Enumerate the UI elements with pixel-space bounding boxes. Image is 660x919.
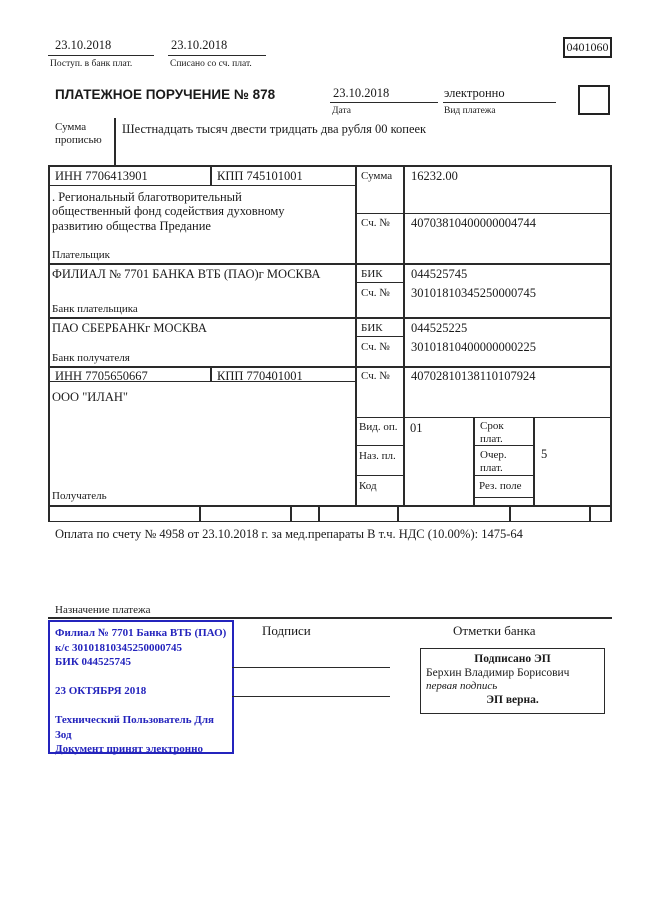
table-line: [610, 165, 612, 522]
table-line: [48, 505, 612, 507]
date-received: 23.10.2018: [55, 38, 112, 52]
payment-purpose-text: Оплата по счету № 4958 от 23.10.2018 г. за мед.препараты В т.ч. НДС (10.00%): 1475-64: [55, 527, 523, 541]
payee-bank-label: Банк получателя: [52, 352, 130, 364]
signature-verification-stamp: [420, 648, 605, 714]
stamp-line: 23 ОКТЯБРЯ 2018: [55, 685, 147, 697]
stamp-signature-type: первая подпись: [426, 680, 498, 692]
table-line: [403, 165, 405, 506]
date-received-label: Поступ. в банк плат.: [50, 59, 133, 69]
table-line: [48, 617, 612, 619]
payer-label: Плательщик: [52, 249, 110, 261]
payee-kpp: КПП 770401001: [217, 369, 303, 383]
table-line: [473, 497, 534, 498]
payment-purpose-label: Назначение платежа: [55, 604, 151, 616]
payer-account: 40703810400000004744: [411, 216, 536, 230]
term-label: Срок плат.: [480, 420, 504, 445]
code-label: Код: [359, 480, 377, 492]
table-line: [473, 475, 534, 476]
payer-name-line: общественный фонд содействия духовному: [52, 204, 285, 219]
stamp-verified-text: ЭП верна.: [486, 693, 539, 706]
table-line: [509, 505, 511, 522]
table-line: [210, 366, 212, 382]
payer-inn: ИНН 7706413901: [55, 169, 148, 183]
document-title: ПЛАТЕЖНОЕ ПОРУЧЕНИЕ № 878: [55, 87, 276, 102]
table-line: [48, 165, 50, 522]
payer-account-label: Сч. №: [361, 217, 390, 229]
table-line: [589, 505, 591, 522]
payee-label: Получатель: [52, 490, 107, 502]
date-debited-underline: [168, 55, 266, 56]
table-line: [355, 336, 404, 337]
table-line: [533, 417, 535, 506]
table-line: [210, 165, 212, 186]
table-line: [355, 417, 612, 418]
stamp-line: [55, 670, 227, 685]
order-value: 5: [541, 447, 548, 461]
purpose-code-label: Наз. пл.: [359, 450, 396, 462]
payer-bank-label: Банк плательщика: [52, 303, 138, 315]
stamp-line: [55, 699, 227, 714]
signature-line: [232, 667, 390, 668]
reserve-label: Рез. поле: [479, 480, 522, 492]
stamp-line: Технический Пользователь Для Зод: [55, 714, 214, 741]
payee-bank-bik: 044525225: [411, 321, 468, 335]
stamp-line: Документ принят электронно: [55, 743, 203, 755]
payer-bank-bik: 044525745: [411, 267, 468, 281]
payment-kind: электронно: [444, 86, 505, 100]
status-checkbox: [578, 85, 610, 115]
table-line: [355, 165, 357, 506]
table-line: [355, 445, 404, 446]
payee-account: 40702810138110107924: [411, 369, 536, 383]
payer-name-line: развитию общества Предание: [52, 218, 211, 233]
amount-label: Сумма: [361, 170, 393, 182]
table-line: [397, 505, 399, 522]
payer-bank-account: 30101810345250000745: [411, 286, 536, 300]
payment-kind-underline: [443, 102, 556, 103]
date-debited-label: Списано со сч. плат.: [170, 59, 252, 69]
stamp-line: БИК 044525745: [55, 656, 132, 668]
form-code: 0401060: [566, 40, 609, 54]
order-label: Очер. плат.: [480, 449, 507, 474]
stamp-signer-name: Берхин Владимир Борисович: [426, 666, 570, 679]
payee-bank-account: 30101810400000000225: [411, 340, 536, 354]
amount-words-value: Шестнадцать тысяч двести тридцать два рубля 00 копеек: [122, 122, 427, 136]
stamp-line: Филиал № 7701 Банка ВТБ (ПАО): [55, 627, 227, 639]
signature-line: [232, 696, 390, 697]
signatures-label: Подписи: [262, 623, 311, 638]
payer-bank-account-label: Сч. №: [361, 287, 390, 299]
table-line: [48, 185, 355, 186]
table-line: [355, 213, 612, 214]
table-line: [48, 366, 612, 368]
payee-bank-account-label: Сч. №: [361, 341, 390, 353]
payee-bank-bik-label: БИК: [361, 322, 383, 334]
payer-bank-bik-label: БИК: [361, 268, 383, 280]
table-line: [199, 505, 201, 522]
divider: [114, 118, 116, 165]
payer-name-line: . Региональный благотворительный: [52, 190, 242, 204]
date-debited: 23.10.2018: [171, 38, 228, 52]
payee-name: ООО "ИЛАН": [52, 390, 128, 404]
doc-date-underline: [330, 102, 438, 103]
table-line: [290, 505, 292, 522]
table-line: [48, 165, 612, 167]
payee-inn: ИНН 7705650667: [55, 369, 148, 383]
bank-electronic-stamp: [48, 620, 234, 754]
payee-bank-name: ПАО СБЕРБАНКг МОСКВА: [52, 321, 207, 335]
stamp-line: к/с 30101810345250000745: [55, 641, 183, 654]
payer-kpp: КПП 745101001: [217, 169, 303, 183]
table-line: [48, 521, 612, 522]
payer-bank-name: ФИЛИАЛ № 7701 БАНКА ВТБ (ПАО)г МОСКВА: [52, 267, 321, 281]
op-type-label: Вид. оп.: [359, 421, 398, 433]
table-line: [355, 475, 404, 476]
table-line: [355, 282, 404, 283]
date-received-underline: [48, 55, 154, 56]
table-line: [473, 417, 475, 506]
stamp-title: Подписано ЭП: [474, 653, 551, 665]
payment-kind-label: Вид платежа: [444, 106, 496, 116]
doc-date-label: Дата: [332, 106, 351, 116]
doc-date: 23.10.2018: [333, 86, 390, 100]
payee-account-label: Сч. №: [361, 370, 390, 382]
op-type-value: 01: [410, 421, 423, 435]
amount-words-label: Сумма прописью: [55, 121, 102, 146]
bank-marks-label: Отметки банка: [453, 623, 536, 638]
table-line: [318, 505, 320, 522]
form-code-box: [563, 37, 612, 58]
table-line: [48, 317, 612, 319]
amount-value: 16232.00: [411, 169, 458, 183]
table-line: [48, 263, 612, 265]
